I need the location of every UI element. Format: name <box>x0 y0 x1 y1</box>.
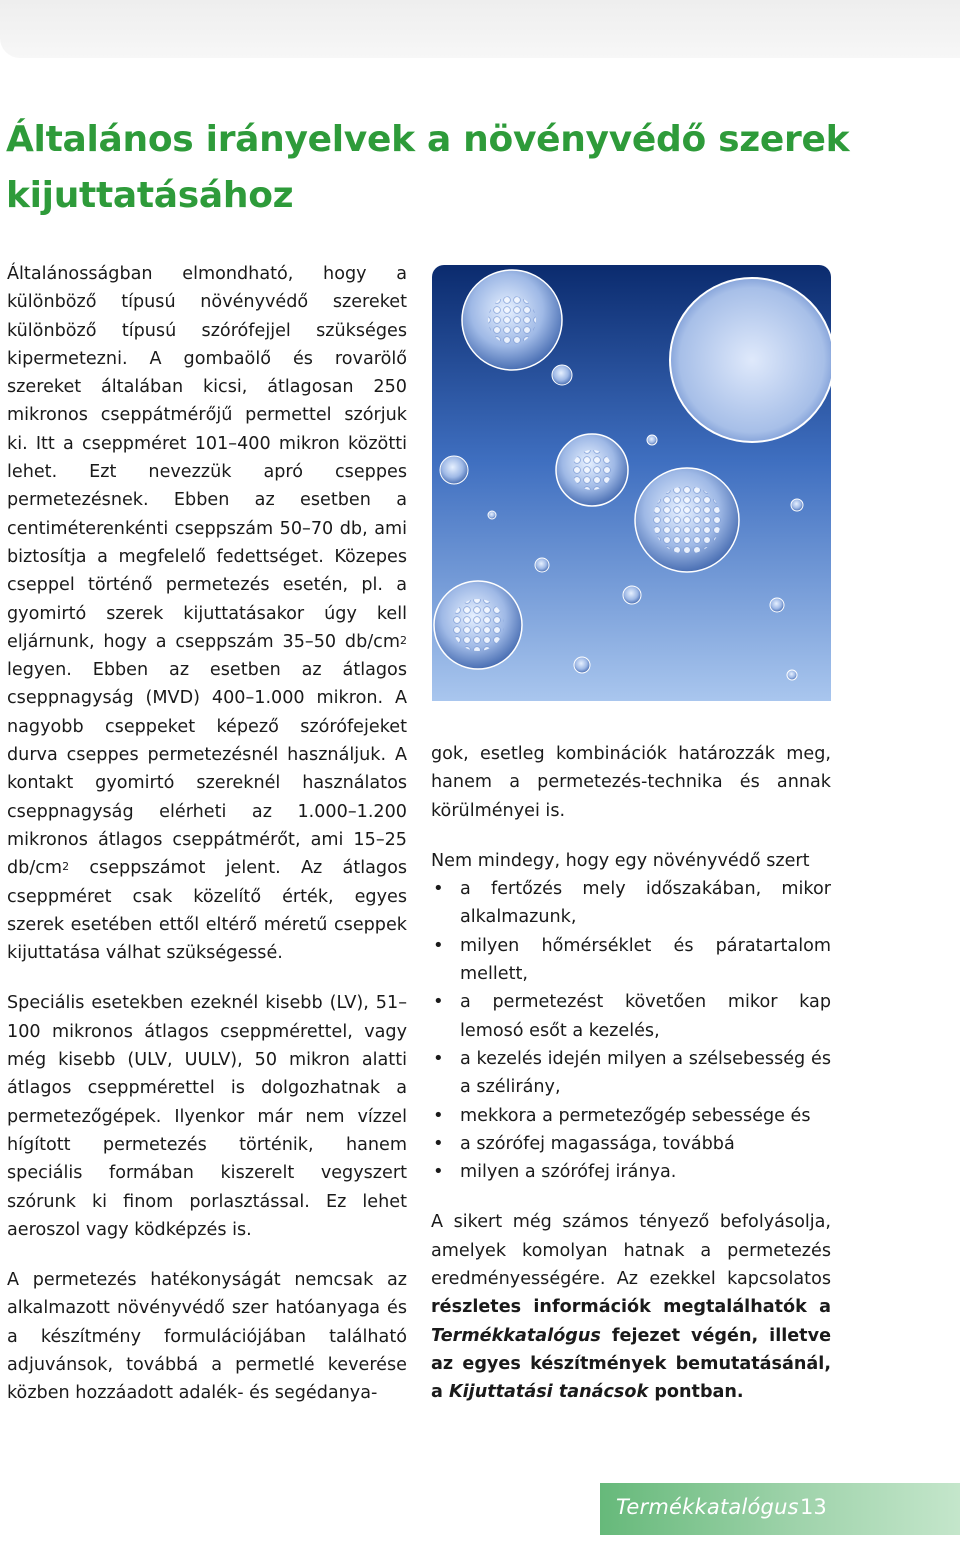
factor-list <box>431 875 831 1186</box>
paragraph-continuation: gok, esetleg kombinációk határozzák meg, hanem a permetezés-technika és annak körülményei is. <box>431 744 831 821</box>
paragraph-special-cases: Speciális esetekben ezeknél kisebb (LV), 51–100 mikronos átlagos cseppmérettel, vagy még kisebb (ULV, UULV), 50 mikron alatti átlagos cseppmérettel is dolgozhatnak a permetezőgépek. Ilyenkor már nem vízzel hígított permetezés történik, hanem speciális formában kiszerelt vegyszert szórunk ki finom porlasztással. Ez lehet aeroszol vagy ködképzés is. <box>7 993 407 1240</box>
left-column <box>7 260 407 1408</box>
paragraph-efficiency: A permetezés hatékonyságát nemcsak az alkalmazott növényvédő szer hatóanyaga és a készítmény formulációjában található adjuvánsok, továbbá a permetlé keverése közben hozzáadott adalék- és segédanya- <box>7 1270 407 1404</box>
list-item: • a permetezést követően mikor kap lemosó esőt a kezelés, <box>431 988 831 1045</box>
list-item: • a fertőzés mely időszakában, mikor alkalmazunk, <box>431 875 831 932</box>
right-column <box>431 740 831 1429</box>
paragraph-droplet-size: Általánosságban elmondható, hogy a különböző típusú növényvédő szereket különböző típusú szórófejjel szükséges kipermetezni. A gombaölő és rovarölő szereket általában kicsi, átlagosan 250 mikronos cseppátmérőjű permettel szórjuk ki. Itt a cseppméret 101–400 mikron közötti lehet. Ezt nevezzük apró cseppes permetezésnek. Ebben az esetben a centiméterenkénti cseppszám 50–70 db, ami biztosítja a megfelelő fedettséget. Közepes cseppel történő permetezés esetén, pl. a gyomirtó szerek kijuttatásakor úgy kell eljárnunk, hogy a cseppszám 35–50 $db/cm^2$ legyen. Ebben az esetben az átlagos cseppnagyság (MVD) 400–1.000 mikron. A nagyobb cseppeket képező szórófejeket durva cseppes permetezésnél használjuk. A kontakt gyomirtó szereknél használatos cseppnagyság elérheti az 1.000–1.200 mikronos átlagos cseppátmérőt, ami 15–25 $db/cm^2$ cseppszámot jelent. Az átlagos cseppméret csak közelítő érték, egyes szerek esetében ettől eltérő méretű cseppek kijuttatása válhat szükségessé. <box>7 264 407 964</box>
list-intro: Nem mindegy, hogy egy növényvédő szert <box>431 850 810 871</box>
page-number: 13 <box>800 1495 827 1519</box>
footer-section-label: Termékkatalógus <box>616 1495 799 1519</box>
list-item: • mekkora a permetezőgép sebessége és <box>431 1102 831 1130</box>
droplet-photo <box>432 265 831 701</box>
list-item: • a szórófej magassága, továbbá <box>431 1130 831 1158</box>
page-title: Általános irányelvek a növényvédő szerek kijuttatásához <box>6 119 850 216</box>
top-header-band <box>0 0 960 58</box>
list-item: • milyen a szórófej iránya. <box>431 1158 831 1186</box>
paragraph-success-factors: A sikert még számos tényező befolyásolja, amelyek komolyan hatnak a permetezés eredményességére. Az ezekkel kapcsolatos részletes információk megtalálhatók a Termékkatalógus fejezet végén, illetve az egyes készítmények bemutatásánál, a Kijuttatási tanácsok pontban. <box>431 1212 831 1403</box>
list-item: • a kezelés idején milyen a szélsebesség és a szélirány, <box>431 1045 831 1102</box>
list-item: • milyen hőmérséklet és páratartalom mellett, <box>431 932 831 989</box>
